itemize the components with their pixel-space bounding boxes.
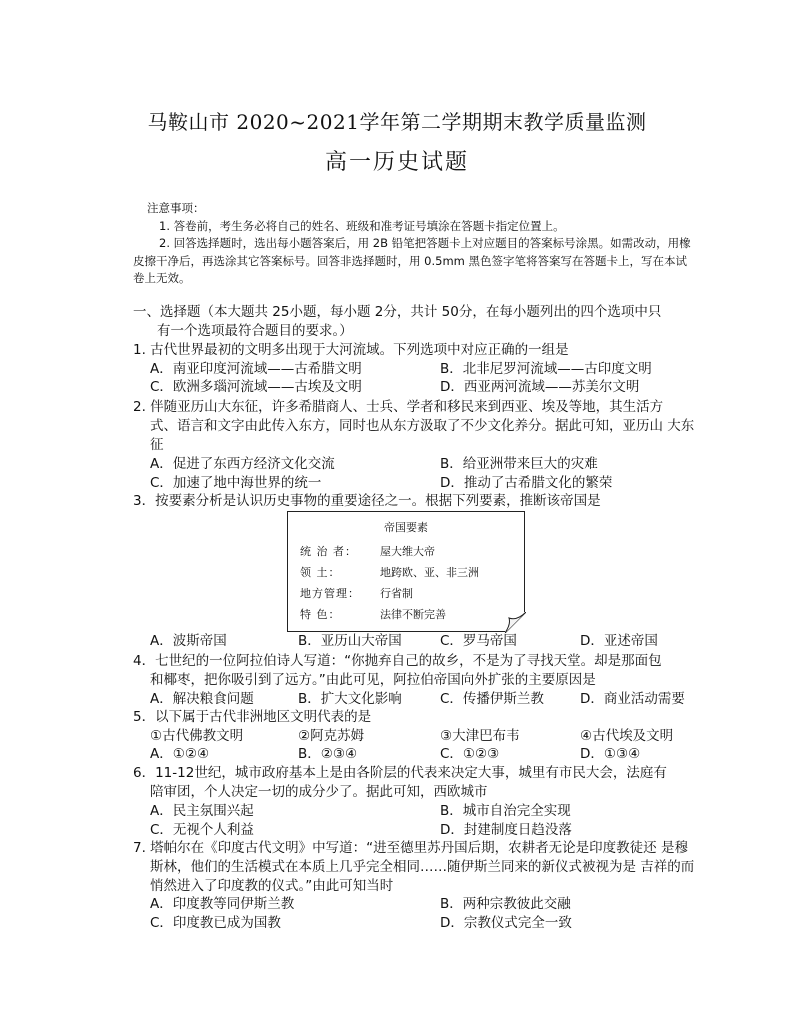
box-row-label: 领 土： [300, 566, 341, 579]
section-heading: 一、选择题（本大题共 25小题，每小题 2分，共计 50分，在每小题列出的四个选项中只 [133, 304, 662, 320]
question-2-stem-cont: 式、语言和文字由此传入东方，同时也从东方汲取了不少文化养分。据此可知，亚历山 大东 [150, 418, 695, 434]
note-item: 1. 答卷前，考生务必将自己的姓名、班级和准考证号填涂在答题卡指定位置上。 [159, 218, 565, 233]
question-2-option-a: A．促进了东西方经济文化交流 [150, 456, 335, 472]
question-4-stem-cont: 和椰枣，把你吸引到了远方。”由此可见，阿拉伯帝国向外扩张的主要原因是 [150, 672, 596, 688]
question-7-option-b: B．两种宗教彼此交融 [440, 896, 571, 912]
question-6-option-b: B．城市自治完全实现 [440, 803, 571, 819]
box-row-value: 地跨欧、亚、非三洲 [380, 566, 479, 579]
question-5-item-4: ④古代埃及文明 [580, 728, 674, 744]
exam-title: 马鞍山市 2020~2021学年第二学期期末教学质量监测 [147, 110, 647, 134]
question-2-stem: 2. 伴随亚历山大东征，许多希腊商人、士兵、学者和移民来到西亚、埃及等地，其生活方 [133, 399, 664, 415]
question-7-stem-cont: 斯林，他们的生活模式在本质上几乎完全相同……随伊斯兰同来的新仪式被视为是 吉祥的而 [150, 859, 695, 875]
question-5-option-a: A．①②④ [150, 746, 210, 762]
question-3-option-b: B．亚历山大帝国 [298, 633, 402, 649]
question-7-stem: 7. 塔帕尔在《印度古代文明》中写道：“进至德里苏丹国后期，农耕者无论是印度教徒还 是穆 [133, 840, 688, 856]
question-6-option-a: A．民主氛围兴起 [150, 803, 254, 819]
question-4-stem: 4．七世纪的一位阿拉伯诗人写道：“你抛弃自己的故乡，不是为了寻找天堂。却是那面包 [133, 653, 662, 669]
question-5-option-b: B．②③④ [298, 746, 358, 762]
question-5-stem: 5．以下属于古代非洲地区文明代表的是 [133, 709, 372, 725]
question-1-option-d: D．西亚两河流域——苏美尔文明 [440, 379, 640, 395]
question-7-option-a: A．印度教等同伊斯兰教 [150, 896, 295, 912]
box-row-label: 特 色： [300, 608, 341, 621]
question-6-stem: 6．11-12世纪，城市政府基本上是由各阶层的代表来决定大事，城里有市民大会，法庭有 [133, 765, 667, 781]
question-7-option-d: D．宗教仪式完全一致 [440, 915, 572, 931]
question-2-stem-cont: 征 [150, 437, 164, 453]
box-row-label: 地方管理： [300, 587, 360, 600]
note-item: 2. 回答选择题时，选出每小题答案后，用 2B 铅笔把答题卡上对应题目的答案标号涂黑。如需改动，用橡皮擦干净后，再选涂其它答案标号。回答非选择题时，用 0.5mm 黑色签字笔将答案写在答题卡上，写在本试卷上无效。 [133, 236, 691, 285]
question-6-option-d: D．封建制度日趋没落 [440, 822, 572, 838]
question-5-item-3: ③大津巴布韦 [440, 728, 520, 744]
question-7-option-c: C．印度教已成为国教 [150, 915, 281, 931]
question-2-option-b: B．给亚洲带来巨大的灾难 [440, 456, 598, 472]
box-row [300, 564, 479, 580]
notes-section [133, 200, 693, 288]
question-2-option-c: C．加速了地中海世界的统一 [150, 475, 322, 491]
section-heading-cont: 有一个选项最符合题目的要求。） [157, 323, 353, 339]
box-row-value: 行省制 [380, 587, 413, 600]
box-row-value: 法律不断完善 [380, 608, 446, 621]
question-5-item-2: ②阿克苏姆 [298, 728, 365, 744]
question-5-item-1: ①古代佛教文明 [150, 728, 244, 744]
box-row-value: 屋大维大帝 [380, 545, 435, 558]
box-title: 帝国要素 [384, 521, 428, 534]
page-curl-corner [505, 612, 525, 632]
question-1-option-c: C．欧洲多瑙河流域——古埃及文明 [150, 379, 362, 395]
question-7-stem-cont: 悄然进入了印度教的仪式。”由此可知当时 [150, 878, 394, 894]
question-4-option-a: A．解决粮食问题 [150, 691, 254, 707]
question-1-stem: 1. 古代世界最初的文明多出现于大河流域。下列选项中对应正确的一组是 [133, 342, 569, 358]
question-5-option-c: C．①②③ [440, 746, 500, 762]
question-6-option-c: C．无视个人利益 [150, 822, 254, 838]
question-4-option-d: D．商业活动需要 [580, 691, 685, 707]
question-6-stem-cont: 陪审团，个人决定一切的成分少了。据此可知，西欧城市 [150, 784, 488, 800]
question-3-option-a: A．波斯帝国 [150, 633, 227, 649]
exam-subtitle: 高一历史试题 [324, 150, 469, 175]
question-4-option-c: C．传播伊斯兰教 [440, 691, 544, 707]
question-2-option-d: D．推动了古希腊文化的繁荣 [440, 475, 613, 491]
empire-elements-box [287, 511, 525, 632]
question-1-option-a: A．南亚印度河流域——古希腊文明 [150, 361, 362, 377]
box-row [300, 543, 435, 559]
notes-heading: 注意事项： [147, 201, 205, 215]
question-3-stem: 3．按要素分析是认识历史事物的重要途径之一。根据下列要素，推断该帝国是 [133, 493, 601, 509]
question-1-option-b: B．北非尼罗河流域——古印度文明 [440, 361, 652, 377]
box-row-label: 统 治 者： [300, 545, 357, 558]
question-4-option-b: B．扩大文化影响 [298, 691, 402, 707]
question-3-option-c: C．罗马帝国 [440, 633, 517, 649]
question-3-option-d: D．亚述帝国 [580, 633, 658, 649]
box-row [300, 606, 446, 622]
question-5-option-d: D．①③④ [580, 746, 641, 762]
box-row [300, 585, 413, 601]
